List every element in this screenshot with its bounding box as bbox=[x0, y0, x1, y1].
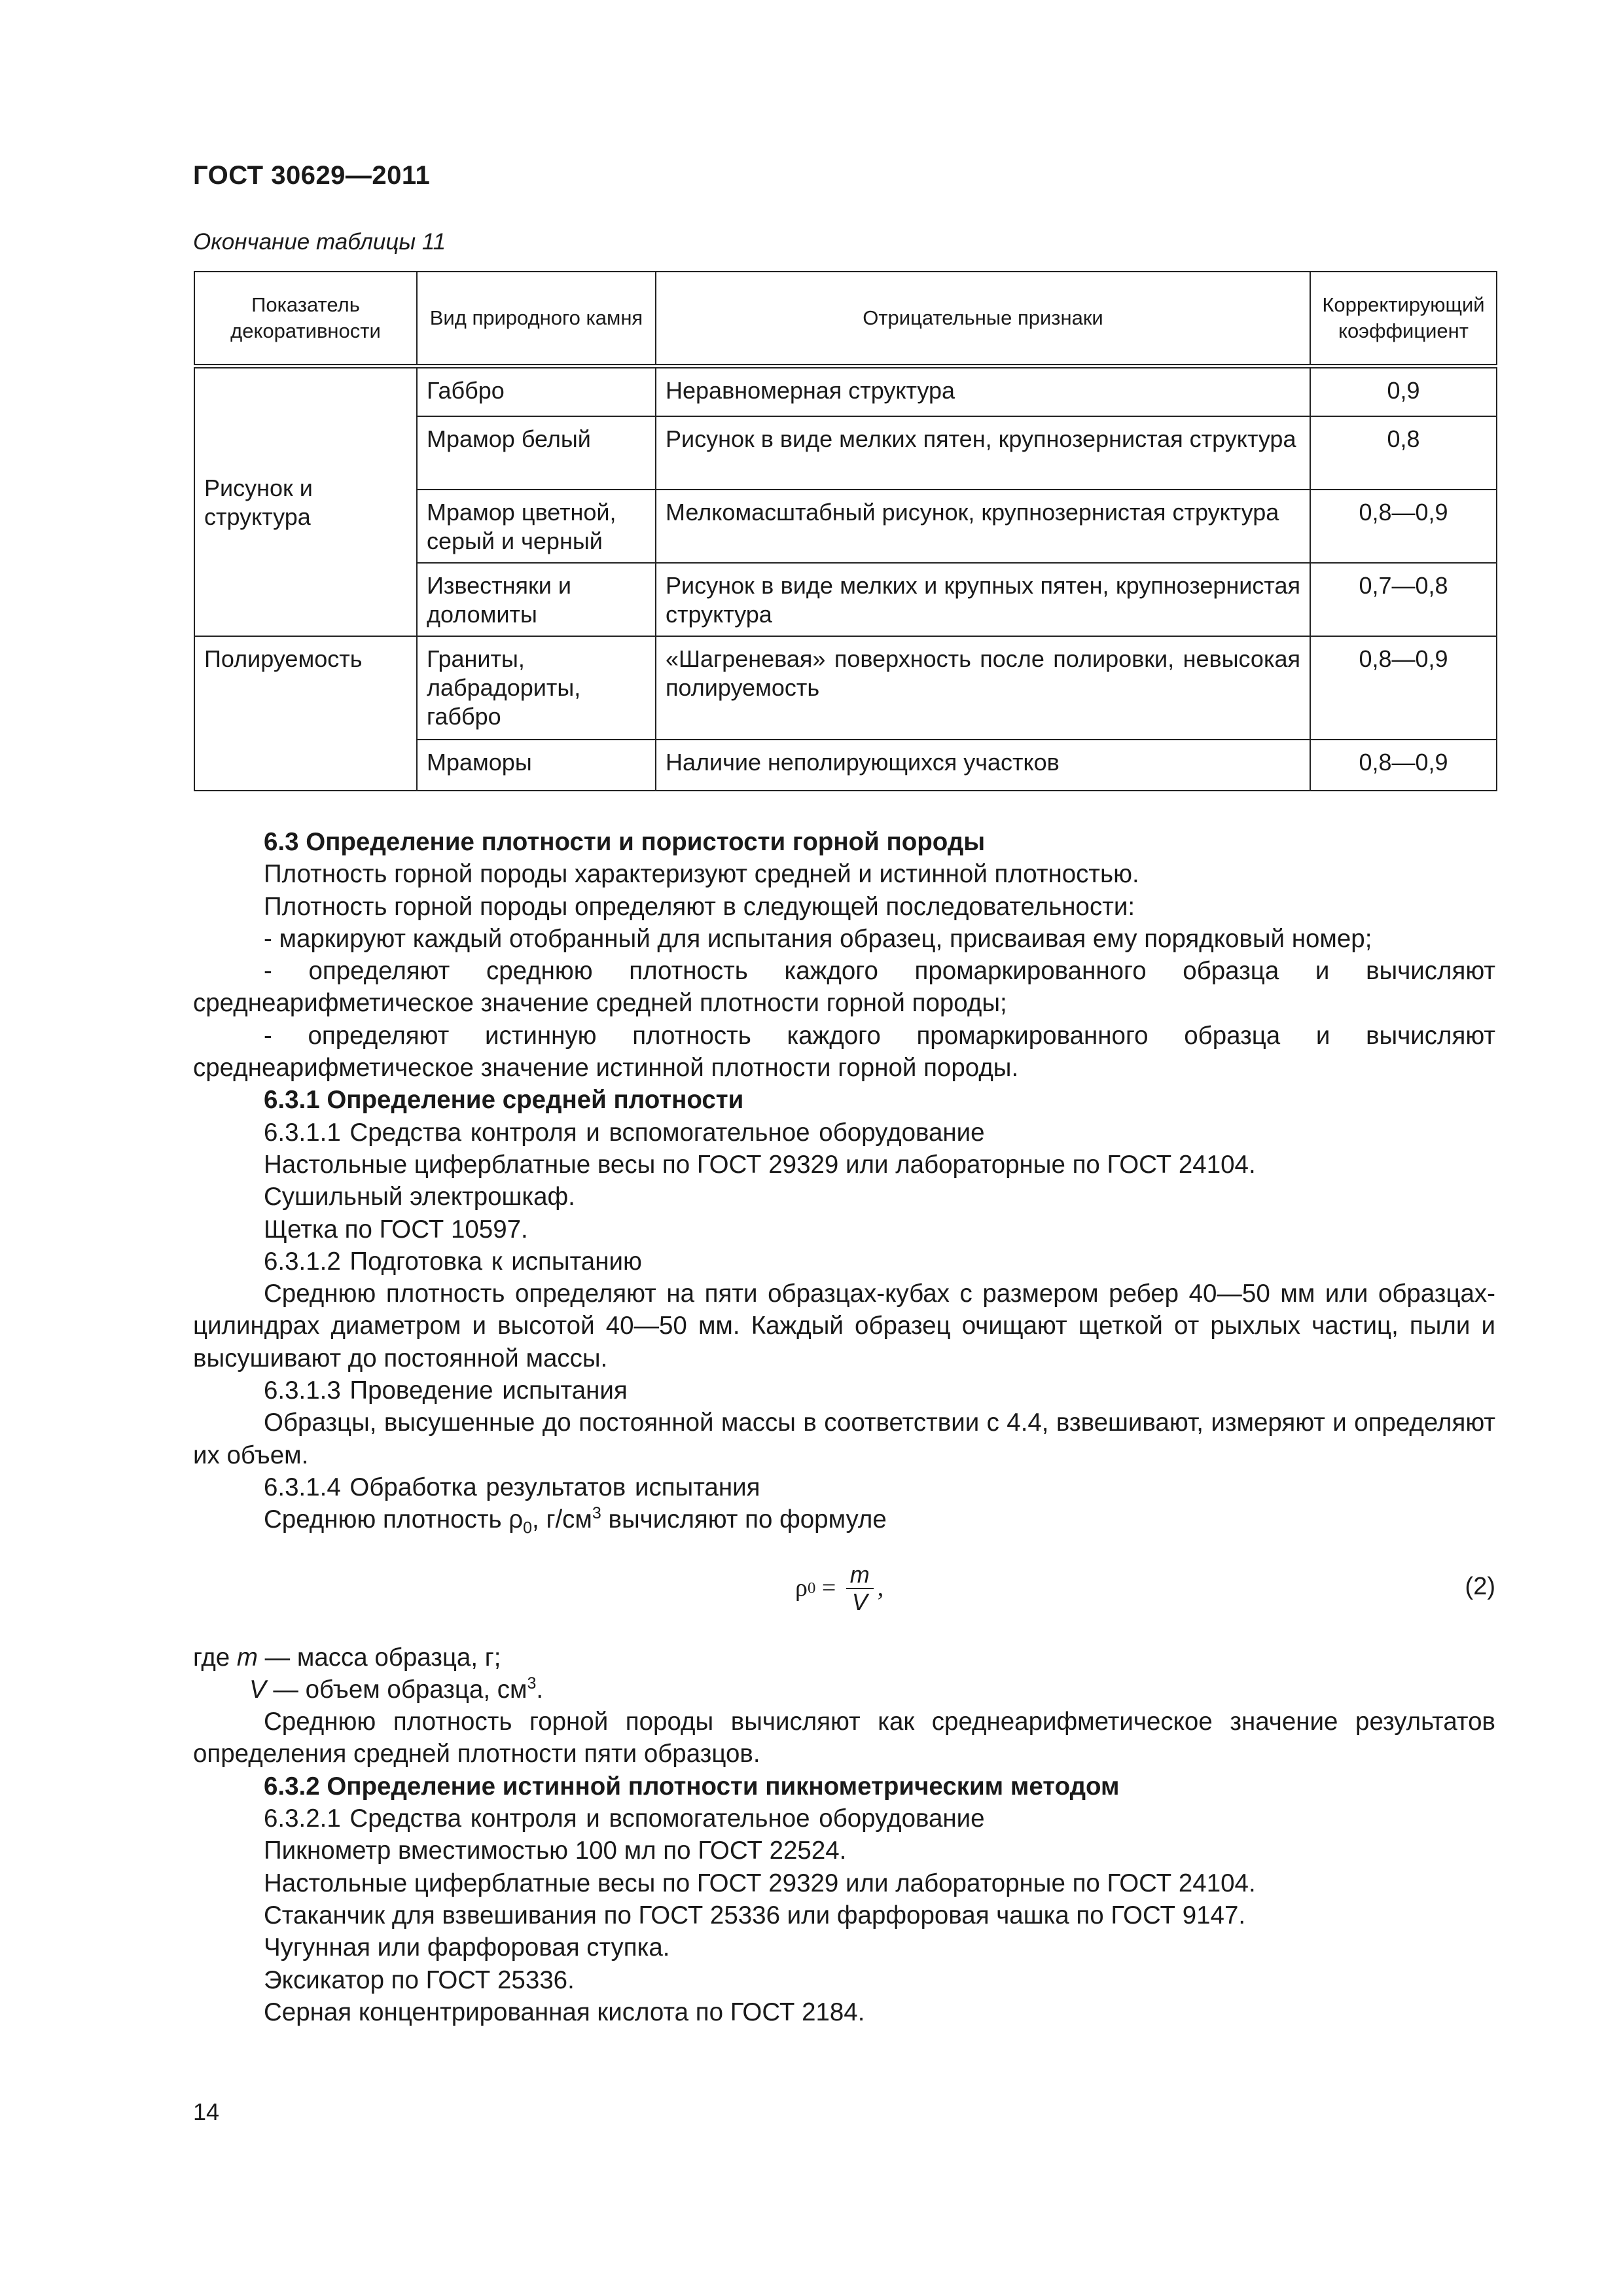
coefficient-cell: 0,8 bbox=[1310, 416, 1497, 490]
formula-2 bbox=[193, 1552, 1495, 1636]
formula-number: (2) bbox=[1465, 1572, 1495, 1600]
indicator-cell: Рисунок и структура bbox=[194, 367, 417, 637]
unit-superscript: 3 bbox=[592, 1504, 601, 1523]
equipment-item: Чугунная или фарфоровая ступка. bbox=[264, 1933, 670, 1962]
subsection-heading: 6.3.2 Определение истинной плотности пикнометрическим методом bbox=[264, 1772, 1120, 1801]
coefficient-cell: 0,9 bbox=[1310, 367, 1497, 417]
coefficient-cell: 0,8—0,9 bbox=[1310, 490, 1497, 563]
paragraph: Среднюю плотность горной породы вычисляют как среднеарифметическое значение результатов определения средней плотности пяти образцов. bbox=[193, 1708, 1495, 1768]
formula-expression: ρ 0 = $\frac{m}{V}$ , bbox=[795, 1560, 884, 1615]
stone-cell: Мрамор цветной, серый и черный bbox=[417, 490, 656, 563]
column-header: Корректирующий коэффициент bbox=[1310, 272, 1497, 367]
stone-cell: Мрамор белый bbox=[417, 416, 656, 490]
signs-cell: Рисунок в виде мелких пятен, крупнозернистая структура bbox=[656, 416, 1310, 490]
variable-v: V bbox=[249, 1675, 266, 1704]
coefficient-cell: 0,8—0,9 bbox=[1310, 636, 1497, 740]
column-header: Отрицательные признаки bbox=[656, 272, 1310, 367]
equipment-item: Серная концентрированная кислота по ГОСТ 2184. bbox=[264, 1998, 865, 2026]
rho-symbol: ρ bbox=[508, 1505, 524, 1534]
table-row bbox=[194, 636, 1497, 740]
signs-cell: Рисунок в виде мелких и крупных пятен, крупнозернистая структура bbox=[656, 563, 1310, 636]
stone-cell: Известняки и доломиты bbox=[417, 563, 656, 636]
clause-title: 6.3.1.3 Проведение испытания bbox=[264, 1376, 628, 1405]
equipment-item: Пикнометр вместимостью 100 мл по ГОСТ 22524. bbox=[264, 1837, 847, 1865]
equipment-item: Настольные циферблатные весы по ГОСТ 29329 или лабораторные по ГОСТ 24104. bbox=[264, 1869, 1256, 1897]
list-item: - определяют истинную плотность каждого промаркированного образца и вычисляют среднеарифметическое значение истинной плотности горной породы. bbox=[193, 1021, 1495, 1083]
formula-lhs: ρ bbox=[795, 1573, 808, 1602]
document-code: ГОСТ 30629—2011 bbox=[193, 161, 431, 190]
indicator-cell: Полируемость bbox=[194, 636, 417, 791]
paragraph: Плотность горной породы характеризуют средней и истинной плотностью. bbox=[264, 860, 1139, 889]
subsection-heading: 6.3.1 Определение средней плотности bbox=[264, 1086, 744, 1115]
formula-denominator: V bbox=[851, 1588, 868, 1615]
where-m bbox=[193, 1641, 1495, 1674]
equipment-item: Сушильный электрошкаф. bbox=[264, 1183, 575, 1211]
formula-fraction bbox=[846, 1562, 874, 1615]
stone-cell: Мраморы bbox=[417, 740, 656, 791]
list-item: - маркируют каждый отобранный для испытания образец, присваивая ему порядковый номер; bbox=[264, 924, 1372, 953]
text-fragment: где bbox=[193, 1643, 237, 1672]
table-caption: Окончание таблицы 11 bbox=[193, 229, 446, 255]
stone-cell: Граниты, лабрадориты, габбро bbox=[417, 636, 656, 740]
formula-intro bbox=[193, 1503, 1495, 1535]
equipment-item: Настольные циферблатные весы по ГОСТ 29329 или лабораторные по ГОСТ 24104. bbox=[264, 1150, 1256, 1179]
body-text bbox=[193, 826, 1495, 2028]
equipment-item: Щетка по ГОСТ 10597. bbox=[264, 1215, 528, 1244]
paragraph: Образцы, высушенные до постоянной массы в соответствии с 4.4, взвешивают, измеряют и определяют их объем. bbox=[193, 1408, 1495, 1469]
text-fragment: Среднюю плотность bbox=[264, 1505, 509, 1534]
stone-cell: Габбро bbox=[417, 367, 656, 417]
signs-cell: Мелкомасштабный рисунок, крупнозернистая структура bbox=[656, 490, 1310, 563]
signs-cell: «Шагреневая» поверхность после полировки, невысокая полируемость bbox=[656, 636, 1310, 740]
column-header: Показатель декоративности bbox=[194, 272, 417, 367]
coefficient-cell: 0,7—0,8 bbox=[1310, 563, 1497, 636]
equipment-item: Стаканчик для взвешивания по ГОСТ 25336 или фарфоровая чашка по ГОСТ 9147. bbox=[264, 1901, 1246, 1929]
table-row bbox=[194, 367, 1497, 417]
clause-title: 6.3.1.2 Подготовка к испытанию bbox=[264, 1247, 642, 1276]
list-item: - определяют среднюю плотность каждого промаркированного образца и вычисляют среднеарифметическое значение средней плотности горной породы; bbox=[193, 957, 1495, 1018]
rho-subscript: 0 bbox=[523, 1518, 533, 1537]
equipment-item: Эксикатор по ГОСТ 25336. bbox=[264, 1965, 575, 1994]
where-v bbox=[193, 1674, 1495, 1706]
formula-equals: = bbox=[815, 1573, 842, 1602]
section-heading: 6.3 Определение плотности и пористости горной породы bbox=[264, 828, 986, 856]
text-fragment: — масса образца, г; bbox=[257, 1643, 501, 1672]
signs-cell: Наличие неполирующихся участков bbox=[656, 740, 1310, 791]
coefficient-cell: 0,8—0,9 bbox=[1310, 740, 1497, 791]
column-header: Вид природного камня bbox=[417, 272, 656, 367]
text-fragment: — объем образца, см bbox=[266, 1675, 527, 1704]
page-number: 14 bbox=[193, 2098, 220, 2125]
decorativeness-table bbox=[194, 271, 1497, 791]
table-header-row bbox=[194, 272, 1497, 367]
signs-cell: Неравномерная структура bbox=[656, 367, 1310, 417]
clause-title: 6.3.2.1 Средства контроля и вспомогательное оборудование bbox=[264, 1804, 985, 1833]
text-fragment: . bbox=[536, 1675, 544, 1704]
paragraph: Плотность горной породы определяют в следующей последовательности: bbox=[264, 892, 1135, 921]
paragraph: Среднюю плотность определяют на пяти образцах-кубах с размером ребер 40—50 мм или образцах-цилиндрах диаметром и высотой 40—50 мм. Каждый образец очищают щеткой от рыхлых частиц, пыли и высушивают до постоянной массы. bbox=[193, 1280, 1495, 1372]
unit-superscript: 3 bbox=[527, 1674, 537, 1693]
formula-tail: , bbox=[877, 1573, 884, 1602]
text-fragment: , г/см bbox=[532, 1505, 592, 1534]
clause-title: 6.3.1.1 Средства контроля и вспомогательное оборудование bbox=[264, 1118, 985, 1147]
text-fragment: вычисляют по формуле bbox=[601, 1505, 887, 1534]
clause-title: 6.3.1.4 Обработка результатов испытания bbox=[264, 1473, 760, 1501]
variable-m: m bbox=[236, 1643, 258, 1672]
formula-numerator: m bbox=[846, 1562, 874, 1589]
